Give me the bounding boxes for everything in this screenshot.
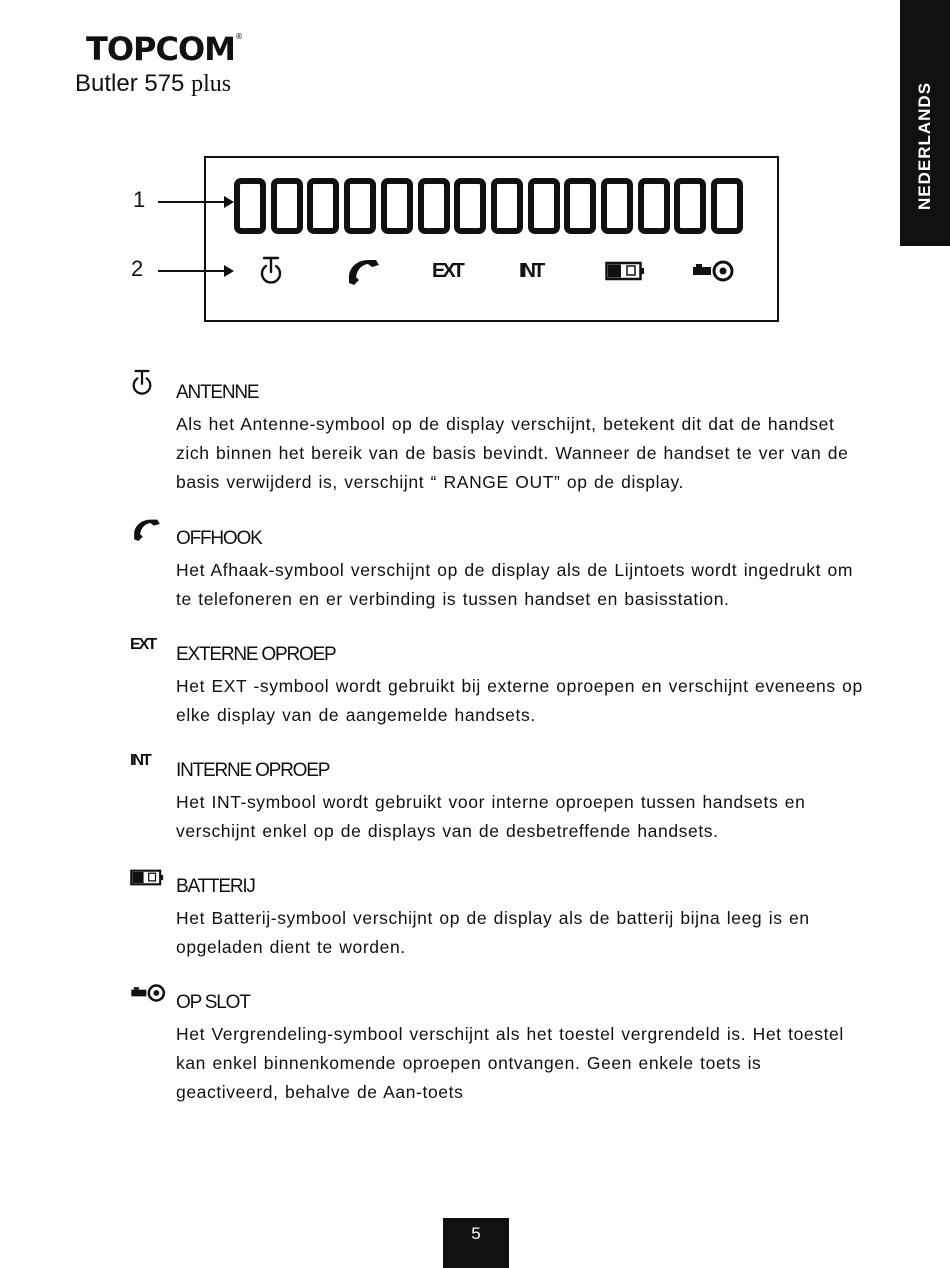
- antenna-icon: [258, 255, 284, 287]
- section-body: Het Afhaak-symbool verschijnt op de display als de Lijntoets wordt ingedrukt om te telefoneren en er verbinding is tussen handset en basisstation.: [176, 560, 854, 609]
- section-title: INTERNE OPROEP: [176, 760, 330, 781]
- lcd-digit: [381, 178, 413, 234]
- section-body: Het Vergrendeling-symbool verschijnt als het toestel vergrendeld is. Het toestel kan enkel binnenkomende oproepen ontvangen. Geen enkele toets is geactiveerd, behalve de Aan-toets: [176, 1024, 844, 1102]
- lcd-digit: [674, 178, 706, 234]
- section-body: Het EXT -symbool wordt gebruikt bij externe oproepen en verschijnt eveneens op elke display van de aangemelde handsets.: [176, 676, 863, 725]
- lcd-digit: [344, 178, 376, 234]
- lcd-digit: [454, 178, 486, 234]
- lcd-digit: [638, 178, 670, 234]
- section-body: Het INT-symbool wordt gebruikt voor interne oproepen tussen handsets en verschijnt enkel op de displays van de desbetreffende handsets.: [176, 792, 806, 841]
- section-title: BATTERIJ: [176, 876, 255, 897]
- int-icon: INT: [519, 259, 543, 282]
- lcd-digit: [418, 178, 450, 234]
- brand-logo: TOPCOM®: [86, 30, 243, 68]
- lcd-digit: [307, 178, 339, 234]
- model-suffix: plus: [191, 71, 232, 97]
- language-tab: [900, 0, 950, 246]
- section-body: Het Batterij-symbool verschijnt op de display als de batterij bijna leeg is en opgeladen dient te worden.: [176, 908, 810, 957]
- lcd-digit: [711, 178, 743, 234]
- lcd-digit: [528, 178, 560, 234]
- section-title: EXTERNE OPROEP: [176, 644, 336, 665]
- ext-icon: EXT: [432, 259, 462, 282]
- section-title: OFFHOOK: [176, 528, 262, 549]
- section-body: Als het Antenne-symbool op de display verschijnt, betekent dit dat de handset zich binnen het bereik van de basis bevindt. Wanneer de handset te ver van de basis verwijderd is, verschijnt “ RANGE OUT” op de display.: [176, 414, 849, 492]
- lcd-digit-row: [234, 178, 748, 238]
- battery-icon: [605, 255, 645, 287]
- battery-icon: [130, 866, 164, 888]
- offhook-icon: [346, 255, 382, 287]
- lcd-digit: [491, 178, 523, 234]
- lock-icon: [692, 255, 734, 287]
- lock-icon: [130, 982, 166, 1004]
- section-title: OP SLOT: [176, 992, 250, 1013]
- ext-icon: EXT: [130, 636, 156, 653]
- lcd-digit: [234, 178, 266, 234]
- language-tab-label: NEDERLANDS: [915, 81, 934, 211]
- lcd-digit: [601, 178, 633, 234]
- antenna-icon: [130, 372, 154, 394]
- offhook-icon: [130, 518, 164, 540]
- callout-number-1: 1: [133, 187, 146, 212]
- int-icon: INT: [130, 752, 150, 769]
- model-name: Butler 575 plus: [75, 70, 232, 97]
- lcd-digit: [271, 178, 303, 234]
- section-title: ANTENNE: [176, 382, 259, 403]
- page-number: 5: [443, 1218, 509, 1268]
- lcd-digit: [564, 178, 596, 234]
- callout-number-2: 2: [131, 256, 144, 281]
